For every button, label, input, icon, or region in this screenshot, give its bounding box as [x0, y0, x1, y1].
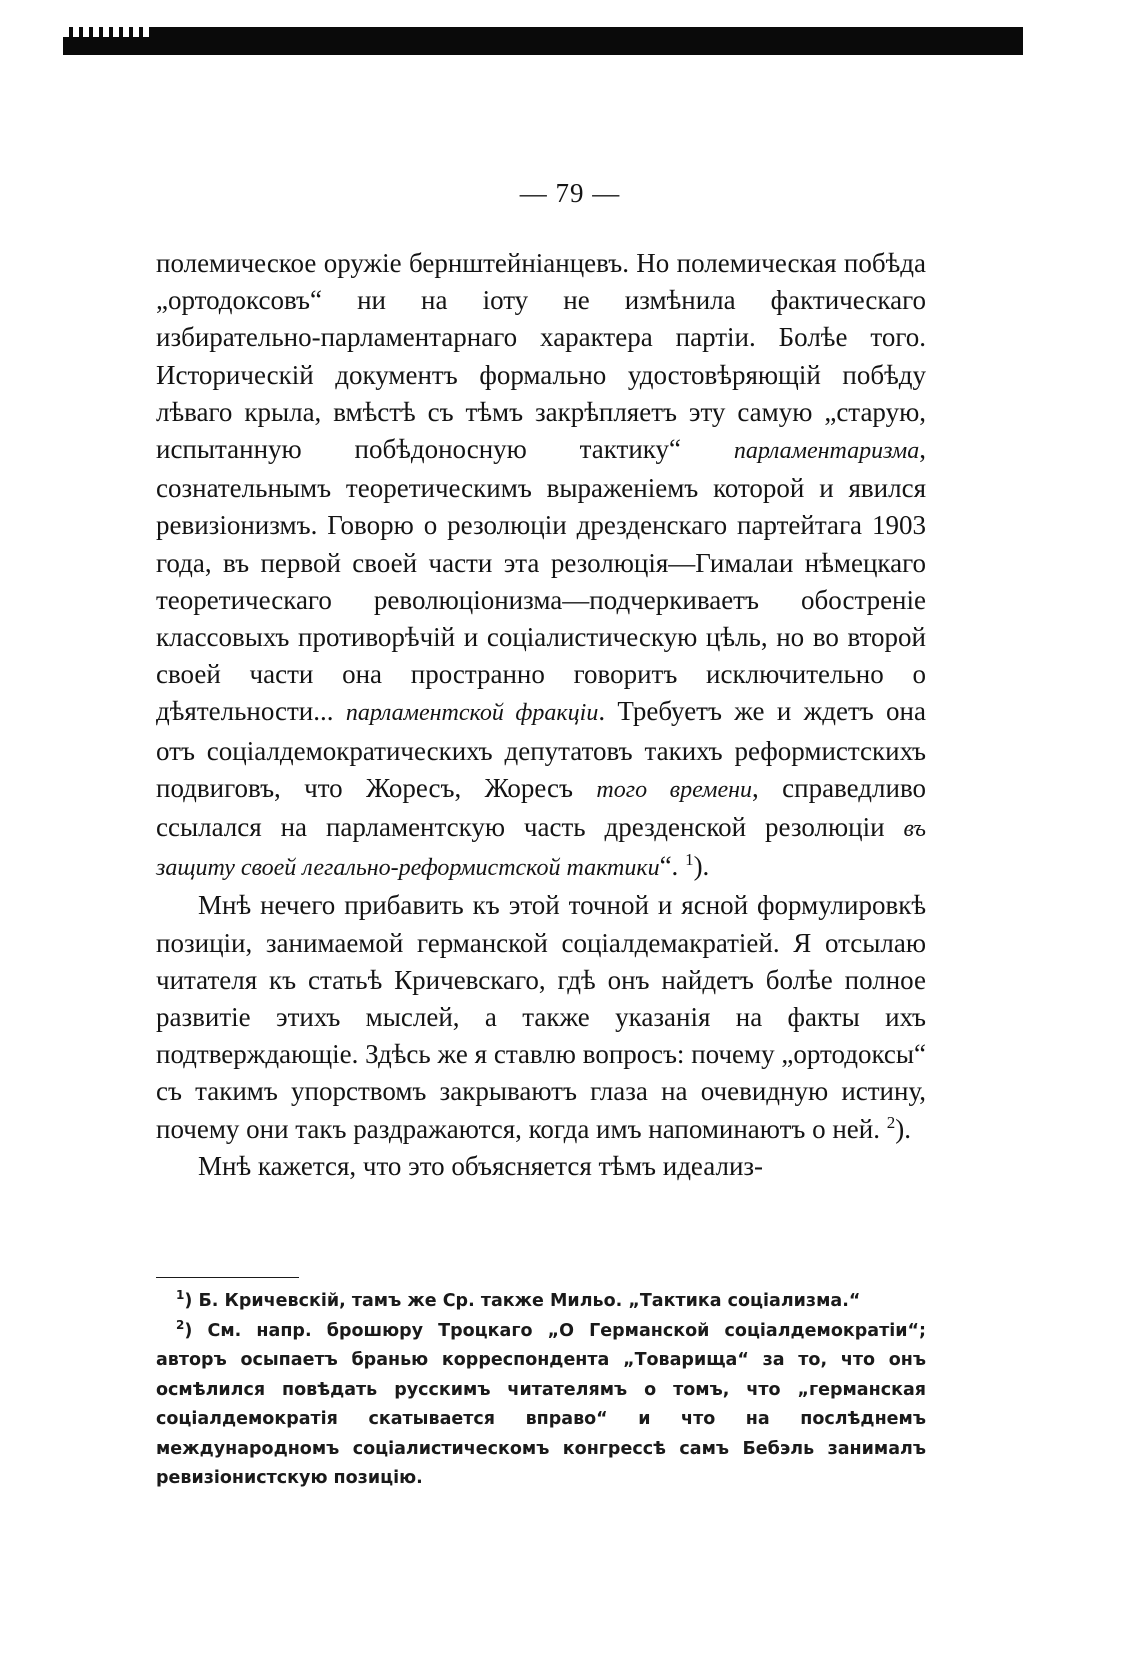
text-run: , справедливо ссылался на парламентскую часть дрезденской резолюціи	[156, 772, 927, 843]
footnote-text: ) Б. Кричевскій, тамъ же Ср. также Мильо. „Тактика соціализма.“	[184, 1291, 861, 1311]
paragraph-1	[156, 245, 926, 887]
italic-run: въ защиту своей легально-реформистской тактики	[156, 816, 926, 882]
footnote-mark: 1	[176, 1288, 185, 1303]
footnote-ref-2[interactable]: 2	[886, 1112, 896, 1132]
text-run: . Требуетъ же и ждетъ она отъ соціалдемократическихъ депутатовъ такихъ реформистскихъ подвиговъ, что Жоресъ, Жоресъ	[156, 696, 926, 803]
main-text	[156, 245, 926, 1185]
text-run: ).	[693, 851, 710, 882]
text-run: Мнѣ кажется, что это объясняется тѣмъ идеализ-	[198, 1150, 764, 1181]
text-run: Мнѣ нечего прибавить къ этой точной и ясной формулировкѣ позиціи, занимаемой германской соціалдемакратіей. Я отсылаю читателя къ статьѣ Кричевскаго, гдѣ онъ найдетъ болѣе полное развитіе этихъ мыслей, а также указанія на факты ихъ подтверждающіе. Здѣсь же я ставлю вопросъ: почему „ортодоксы“ съ такимъ упорствомъ закрываютъ глаза на очевидную истину, почему они такъ раздражаются, когда имъ напоминаютъ о ней.	[156, 890, 926, 1144]
text-run: ).	[895, 1113, 911, 1144]
footnote-mark: 2	[176, 1317, 185, 1332]
text-run: , сознательнымъ теоретическимъ выраженіемъ которой и явился ревизіонизмъ. Говорю о резолюціи дрезденскаго партейтага 1903 года, въ первой своей части эта резолюція—Гималаи нѣмецкаго теоретическаго революціонизма—подчеркиваетъ обостреніе классовыхъ противорѣчій и соціалистическую цѣль, но во второй своей части она пространно говоритъ исключительно о дѣятельности...	[156, 434, 926, 727]
italic-run: того времени	[596, 776, 753, 803]
italic-run: парламентской фракціи	[345, 700, 599, 727]
page-number: — 79 —	[519, 178, 621, 208]
paragraph-3	[156, 1148, 926, 1185]
text-run: полемическое оружіе бернштейніанцевъ. Но полемическая побѣда „ортодоксовъ“ ни на іоту не измѣнила фактическаго избирательно-парламентарнаго характера партіи. Болѣе того. Историческій документъ формально удостовѣряющій побѣду лѣваго крыла, вмѣстѣ съ тѣмъ закрѣпляетъ эту самую „старую, испытанную побѣдоносную тактику“	[156, 248, 926, 465]
italic-run: парламентаризма	[733, 438, 920, 465]
footnote-2	[156, 1317, 926, 1494]
border-notch	[63, 27, 153, 37]
footnote-ref-1[interactable]: 1	[685, 850, 694, 870]
footnote-1	[156, 1287, 926, 1317]
paragraph-2	[156, 887, 926, 1147]
top-scan-border	[63, 27, 1023, 55]
text-run: “.	[659, 851, 686, 882]
footnote-text: ) См. напр. брошюру Троцкаго „О Германской соціалдемократіи“; авторъ осыпаетъ бранью корреспондента „Товарища“ за то, что онъ осмѣлился повѣдать русскимъ читателямъ о томъ, что „германская соціалдемократія скатывается вправо“ и что на послѣднемъ международномъ соціалистическомъ конгрессѣ самъ Бебэль занималъ ревизіонистскую позицію.	[156, 1320, 926, 1488]
footnote-divider	[156, 1277, 299, 1278]
footnotes	[156, 1287, 926, 1494]
